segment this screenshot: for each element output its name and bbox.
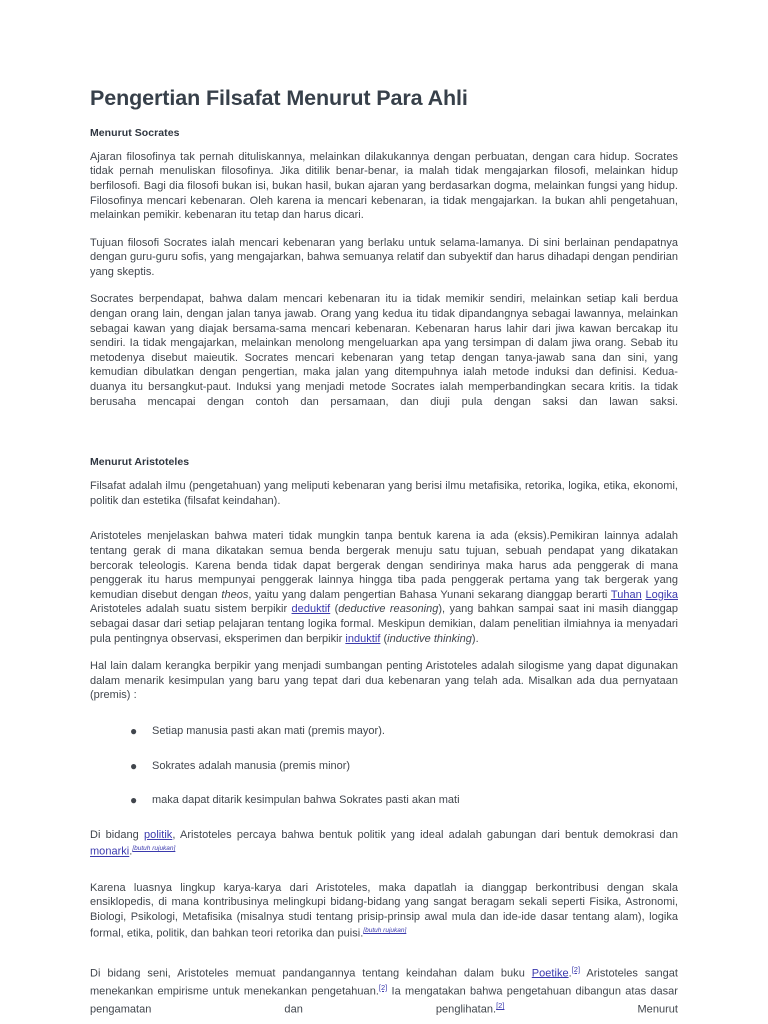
paragraph-aristoteles-5 bbox=[90, 881, 678, 942]
paragraph-aristoteles-6 bbox=[90, 963, 678, 1018]
paragraph-aristoteles-6-part4: Ia mengatakan bahwa pengetahuan dibangun atas dasar pengamatan dan penglihatan. bbox=[90, 985, 678, 1016]
paragraph-aristoteles-2-part8: ). bbox=[471, 632, 479, 645]
paragraph-socrates-3: Socrates berpendapat, bahwa dalam mencari kebenaran itu ia tidak memikir sendiri, melainkan setiap kali berdua dengan orang lain, dengan jalan tanya jawab. Orang yang kedua itu tidak dipandangnya sebagai lawannya, melainkan sebagai kawan yang diajak bersama-sama mencari kebenaran. Kebenaran harus lahir dari jiwa kawan bercakap itu sendiri. Ia tidak mengajarkan, melainkan menolong mengeluarkan apa yang tersimpan di dalam jiwa orang. Sebab itu metodenya disebut maieutik. Socrates mencari kebenaran yang tetap dengan tanya-jawab sana dan sini, yang kemudian dibulatkan dengan pengertian, maka jalan yang ditempuhnya ialah metode induksi dan definisi. Kedua-duanya itu bersangkut-paut. Induksi yang menjadi metode Socrates ialah memperbandingkan secara kritis. Ia tidak berusaha mencapai dengan contoh dan persamaan, dan diuji pula dengan saksi dan lawan saksi. bbox=[90, 293, 678, 408]
paragraph-aristoteles-2-part2: , yaitu yang dalam pengertian Bahasa Yunani sekarang dianggap berarti bbox=[248, 588, 611, 601]
bullet-icon: ● bbox=[130, 758, 138, 773]
paragraph-aristoteles-2-part1: Aristoteles menjelaskan bahwa materi tidak mungkin tanpa bentuk karena ia ada (eksis).Pemikiran lainnya adalah tentang gerak di mana dikatakan semua benda bergerak menuju satu tujuan, sebuah pendapat yang dikatakan bercorak teleologis. Karena benda tidak dapat bergerak dengan sendirinya maka harus ada penggerak di mana penggerak itu harus mempunyai penggerak lainnya hingga tiba pada penggerak pertama yang tak bergerak yang kemudian disebut dengan bbox=[90, 530, 678, 601]
citation-ref-2c[interactable]: [2] bbox=[496, 1001, 505, 1011]
premise-text: Sokrates adalah manusia (premis minor) bbox=[152, 759, 351, 772]
paragraph-aristoteles-4-part2: , Aristoteles percaya bahwa bentuk politik yang ideal adalah gabungan dari bentuk demokrasi dan bbox=[172, 828, 678, 841]
link-induktif[interactable]: induktif bbox=[345, 632, 381, 645]
citation-ref-2b[interactable]: [2] bbox=[378, 982, 388, 992]
paragraph-aristoteles-1: Filsafat adalah ilmu (pengetahuan) yang meliputi kebenaran yang berisi ilmu metafisika, retorika, logika, etika, ekonomi, politik dan estetika (filsafat keindahan). bbox=[90, 480, 678, 507]
link-tuhan[interactable]: Tuhan bbox=[610, 588, 642, 601]
paragraph-aristoteles-6-part5: Menurut bbox=[504, 1003, 678, 1016]
page-title: Pengertian Filsafat Menurut Para Ahli bbox=[90, 86, 468, 110]
term-inductive-thinking: inductive thinking bbox=[387, 632, 472, 645]
bullet-icon: ● bbox=[130, 723, 138, 738]
citation-needed-marker[interactable]: [butuh rujukan] bbox=[132, 845, 176, 853]
paragraph-socrates-1: Ajaran filosofinya tak pernah dituliskannya, melainkan dilakukannya dengan perbuatan, dengan cara hidup. Socrates tidak pernah menuliskan filosofinya. Jika ditilik benar-benar, ia malah tidak mengajarkan filosofi, melainkan hidup berfilosofi. Bagi dia filosofi bukan isi, bukan hasil, bukan ajaran yang berdasarkan dogma, melainkan fungsi yang hidup. Filosofinya mencari kebenaran. Oleh karena ia mencari kebenaran, ia tidak mengajarkan. Ia bukan ahli pengetahuan, melainkan pemikir. kebenaran itu tetap dan harus dicari. bbox=[90, 150, 678, 222]
premise-text: Setiap manusia pasti akan mati (premis mayor). bbox=[152, 724, 385, 737]
premise-list bbox=[90, 724, 678, 808]
citation-ref-2a[interactable]: [2] bbox=[571, 964, 581, 974]
list-item bbox=[90, 759, 678, 774]
link-logika[interactable]: Logika bbox=[645, 588, 678, 601]
link-politik[interactable]: politik bbox=[144, 828, 173, 841]
paragraph-aristoteles-6-part2: . bbox=[568, 967, 572, 980]
term-theos: theos bbox=[221, 588, 249, 601]
paragraph-aristoteles-5-part1: Karena luasnya lingkup karya-karya dari Aristoteles, maka dapatlah ia dianggap berkontribusi dengan skala ensiklopedis, di mana kontribusinya melingkupi bidang-bidang yang sangat beragam sekali seperti Fisika, Astronomi, Biologi, Psikologi, Metafisika (misalnya studi tentang prisip-prinsip awal mula dan ide-ide dasar tentang alam), logika formal, etika, politik, dan bahkan teori retorika dan puisi. bbox=[90, 881, 678, 940]
premise-text: maka dapat ditarik kesimpulan bahwa Sokrates pasti akan mati bbox=[152, 794, 460, 807]
paragraph-aristoteles-2-part6: ), yang bahkan sampai saat ini masih dianggap sebagai dasar dari setiap pelajaran tentang logika formal. Meskipun demikian, dalam penelitian ilmiahnya ia menyadari pula pentingnya observasi, eksperimen dan berpikir bbox=[90, 603, 679, 645]
link-deduktif[interactable]: deduktif bbox=[291, 603, 331, 616]
bullet-icon: ● bbox=[130, 793, 138, 808]
paragraph-aristoteles-2-part5: ( bbox=[330, 603, 339, 616]
paragraph-aristoteles-4-part1: Di bidang bbox=[90, 828, 145, 841]
list-item bbox=[90, 793, 678, 808]
paragraph-aristoteles-2-part4: Aristoteles adalah suatu sistem berpikir bbox=[90, 603, 292, 616]
paragraph-aristoteles-4-part3: . bbox=[129, 845, 133, 858]
paragraph-aristoteles-2-part7: ( bbox=[380, 632, 388, 645]
term-deductive-reasoning: deductive reasoning bbox=[338, 603, 439, 616]
link-monarki[interactable]: monarki bbox=[90, 845, 130, 858]
paragraph-aristoteles-2 bbox=[90, 529, 678, 646]
section-heading-aristoteles: Menurut Aristoteles bbox=[90, 456, 190, 469]
section-heading-socrates: Menurut Socrates bbox=[90, 126, 180, 139]
paragraph-aristoteles-6-part1: Di bidang seni, Aristoteles memuat pandangannya tentang keindahan dalam buku bbox=[90, 967, 532, 980]
paragraph-aristoteles-4 bbox=[90, 828, 678, 860]
paragraph-socrates-2: Tujuan filosofi Socrates ialah mencari kebenaran yang berlaku untuk selama-lamanya. Di sini berlainan pendapatnya dengan guru-guru sofis, yang mengajarkan, bahwa semuanya relatif dan subyektif dan harus dihadapi dengan pendirian yang skeptis. bbox=[90, 236, 678, 278]
paragraph-aristoteles-3: Hal lain dalam kerangka berpikir yang menjadi sumbangan penting Aristoteles adalah silogisme yang dapat digunakan dalam menarik kesimpulan yang baru yang tepat dari dua kebenaran yang telah ada. Misalkan ada dua pernyataan (premis) : bbox=[90, 660, 678, 702]
link-poetike[interactable]: Poetike bbox=[531, 967, 569, 980]
paragraph-aristoteles-6-part3: Aristoteles sangat menekankan empirisme untuk menekankan pengetahuan. bbox=[90, 967, 678, 998]
list-item bbox=[90, 724, 678, 739]
citation-needed-marker[interactable]: [butuh rujukan] bbox=[363, 927, 407, 935]
